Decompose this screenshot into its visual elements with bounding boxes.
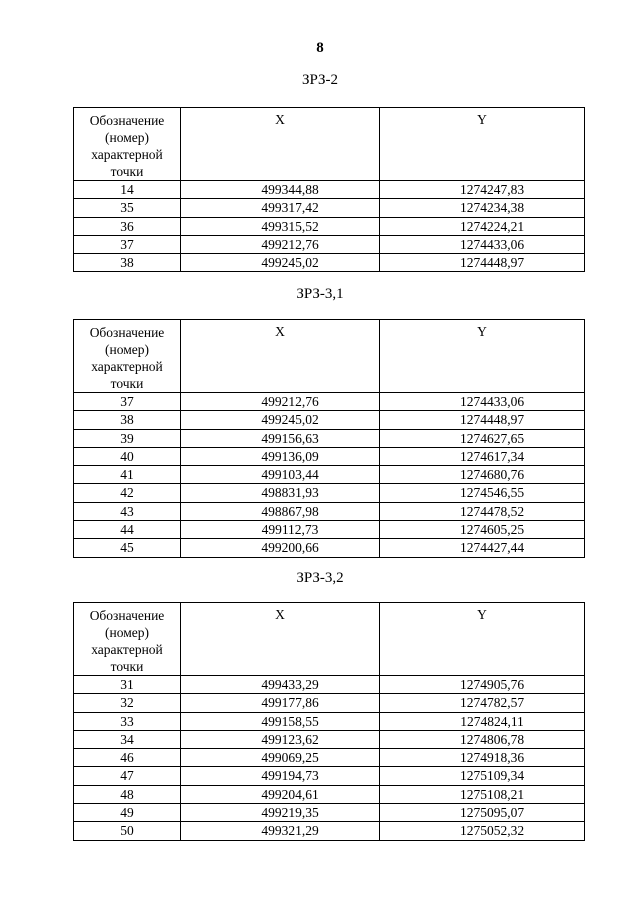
point-number-cell: 45 [74, 539, 181, 557]
table-row [74, 429, 585, 447]
y-coordinate-cell: 1274478,52 [380, 502, 585, 520]
header-line: характерной [91, 359, 163, 374]
table-row [74, 712, 585, 730]
x-coordinate-cell: 499245,02 [181, 411, 380, 429]
point-number-cell: 41 [74, 466, 181, 484]
point-number-cell: 48 [74, 785, 181, 803]
x-coordinate-cell: 499321,29 [181, 822, 380, 840]
header-line: точки [110, 164, 144, 179]
table-row [74, 466, 585, 484]
page-number: 8 [316, 40, 324, 56]
table-body [74, 676, 585, 841]
header-y: Y [380, 108, 585, 181]
point-number-cell: 49 [74, 804, 181, 822]
x-coordinate-cell: 498831,93 [181, 484, 380, 502]
table-row [74, 181, 585, 199]
header-x: X [181, 108, 380, 181]
table-row [74, 804, 585, 822]
point-number-cell: 50 [74, 822, 181, 840]
section-title-zrz-3-1: ЗРЗ-3,1 [296, 286, 344, 302]
coordinates-table-zrz-3-2 [73, 602, 585, 841]
coordinates-table-zrz-3-1 [73, 319, 585, 558]
table-row [74, 749, 585, 767]
header-x: X [181, 603, 380, 676]
table-row [74, 393, 585, 411]
x-coordinate-cell: 499212,76 [181, 393, 380, 411]
y-coordinate-cell: 1274905,76 [380, 676, 585, 694]
header-line: (номер) [105, 342, 149, 357]
x-coordinate-cell: 499158,55 [181, 712, 380, 730]
x-coordinate-cell: 499200,66 [181, 539, 380, 557]
y-coordinate-cell: 1274605,25 [380, 521, 585, 539]
table-row [74, 785, 585, 803]
y-coordinate-cell: 1274824,11 [380, 712, 585, 730]
y-coordinate-cell: 1274427,44 [380, 539, 585, 557]
x-coordinate-cell: 499156,63 [181, 429, 380, 447]
header-point-label [74, 108, 181, 181]
header-line: (номер) [105, 130, 149, 145]
header-point-label [74, 320, 181, 393]
point-number-cell: 39 [74, 429, 181, 447]
x-coordinate-cell: 499245,02 [181, 254, 380, 272]
y-coordinate-cell: 1274546,55 [380, 484, 585, 502]
point-number-cell: 43 [74, 502, 181, 520]
x-coordinate-cell: 499204,61 [181, 785, 380, 803]
header-line: (номер) [105, 625, 149, 640]
header-point-label [74, 603, 181, 676]
point-number-cell: 40 [74, 447, 181, 465]
table-row [74, 521, 585, 539]
table-row [74, 217, 585, 235]
header-x: X [181, 320, 380, 393]
point-number-cell: 42 [74, 484, 181, 502]
table-row [74, 822, 585, 840]
table-row [74, 767, 585, 785]
y-coordinate-cell: 1275109,34 [380, 767, 585, 785]
x-coordinate-cell: 499194,73 [181, 767, 380, 785]
point-number-cell: 47 [74, 767, 181, 785]
x-coordinate-cell: 499123,62 [181, 730, 380, 748]
point-number-cell: 46 [74, 749, 181, 767]
point-number-cell: 37 [74, 393, 181, 411]
x-coordinate-cell: 499112,73 [181, 521, 380, 539]
point-number-cell: 35 [74, 199, 181, 217]
table-body [74, 393, 585, 558]
x-coordinate-cell: 499219,35 [181, 804, 380, 822]
coordinates-table-zrz-2 [73, 107, 585, 272]
y-coordinate-cell: 1275052,32 [380, 822, 585, 840]
y-coordinate-cell: 1275095,07 [380, 804, 585, 822]
point-number-cell: 34 [74, 730, 181, 748]
y-coordinate-cell: 1275108,21 [380, 785, 585, 803]
table-row [74, 676, 585, 694]
point-number-cell: 14 [74, 181, 181, 199]
y-coordinate-cell: 1274247,83 [380, 181, 585, 199]
point-number-cell: 36 [74, 217, 181, 235]
y-coordinate-cell: 1274448,97 [380, 411, 585, 429]
point-number-cell: 37 [74, 235, 181, 253]
y-coordinate-cell: 1274918,36 [380, 749, 585, 767]
table-row [74, 694, 585, 712]
x-coordinate-cell: 499212,76 [181, 235, 380, 253]
header-line: Обозначение [89, 325, 165, 340]
header-y: Y [380, 603, 585, 676]
x-coordinate-cell: 499317,42 [181, 199, 380, 217]
y-coordinate-cell: 1274782,57 [380, 694, 585, 712]
header-line: точки [110, 376, 144, 391]
header-line: точки [110, 659, 144, 674]
table-row [74, 502, 585, 520]
x-coordinate-cell: 498867,98 [181, 502, 380, 520]
x-coordinate-cell: 499069,25 [181, 749, 380, 767]
section-title-zrz-3-2: ЗРЗ-3,2 [296, 570, 344, 586]
table-row [74, 235, 585, 253]
table-row [74, 539, 585, 557]
section-title-zrz-2: ЗРЗ-2 [301, 72, 339, 88]
header-line: характерной [91, 147, 163, 162]
y-coordinate-cell: 1274806,78 [380, 730, 585, 748]
table-row [74, 484, 585, 502]
y-coordinate-cell: 1274617,34 [380, 447, 585, 465]
point-number-cell: 44 [74, 521, 181, 539]
y-coordinate-cell: 1274680,76 [380, 466, 585, 484]
x-coordinate-cell: 499136,09 [181, 447, 380, 465]
x-coordinate-cell: 499344,88 [181, 181, 380, 199]
table-row [74, 730, 585, 748]
header-line: Обозначение [89, 113, 165, 128]
table-row [74, 254, 585, 272]
x-coordinate-cell: 499315,52 [181, 217, 380, 235]
y-coordinate-cell: 1274234,38 [380, 199, 585, 217]
x-coordinate-cell: 499433,29 [181, 676, 380, 694]
header-line: Обозначение [89, 608, 165, 623]
point-number-cell: 38 [74, 254, 181, 272]
y-coordinate-cell: 1274433,06 [380, 393, 585, 411]
header-y: Y [380, 320, 585, 393]
y-coordinate-cell: 1274224,21 [380, 217, 585, 235]
y-coordinate-cell: 1274433,06 [380, 235, 585, 253]
y-coordinate-cell: 1274448,97 [380, 254, 585, 272]
point-number-cell: 33 [74, 712, 181, 730]
table-row [74, 447, 585, 465]
header-line: характерной [91, 642, 163, 657]
table-row [74, 411, 585, 429]
point-number-cell: 32 [74, 694, 181, 712]
point-number-cell: 38 [74, 411, 181, 429]
table-body [74, 181, 585, 272]
table-row [74, 199, 585, 217]
point-number-cell: 31 [74, 676, 181, 694]
x-coordinate-cell: 499103,44 [181, 466, 380, 484]
y-coordinate-cell: 1274627,65 [380, 429, 585, 447]
x-coordinate-cell: 499177,86 [181, 694, 380, 712]
